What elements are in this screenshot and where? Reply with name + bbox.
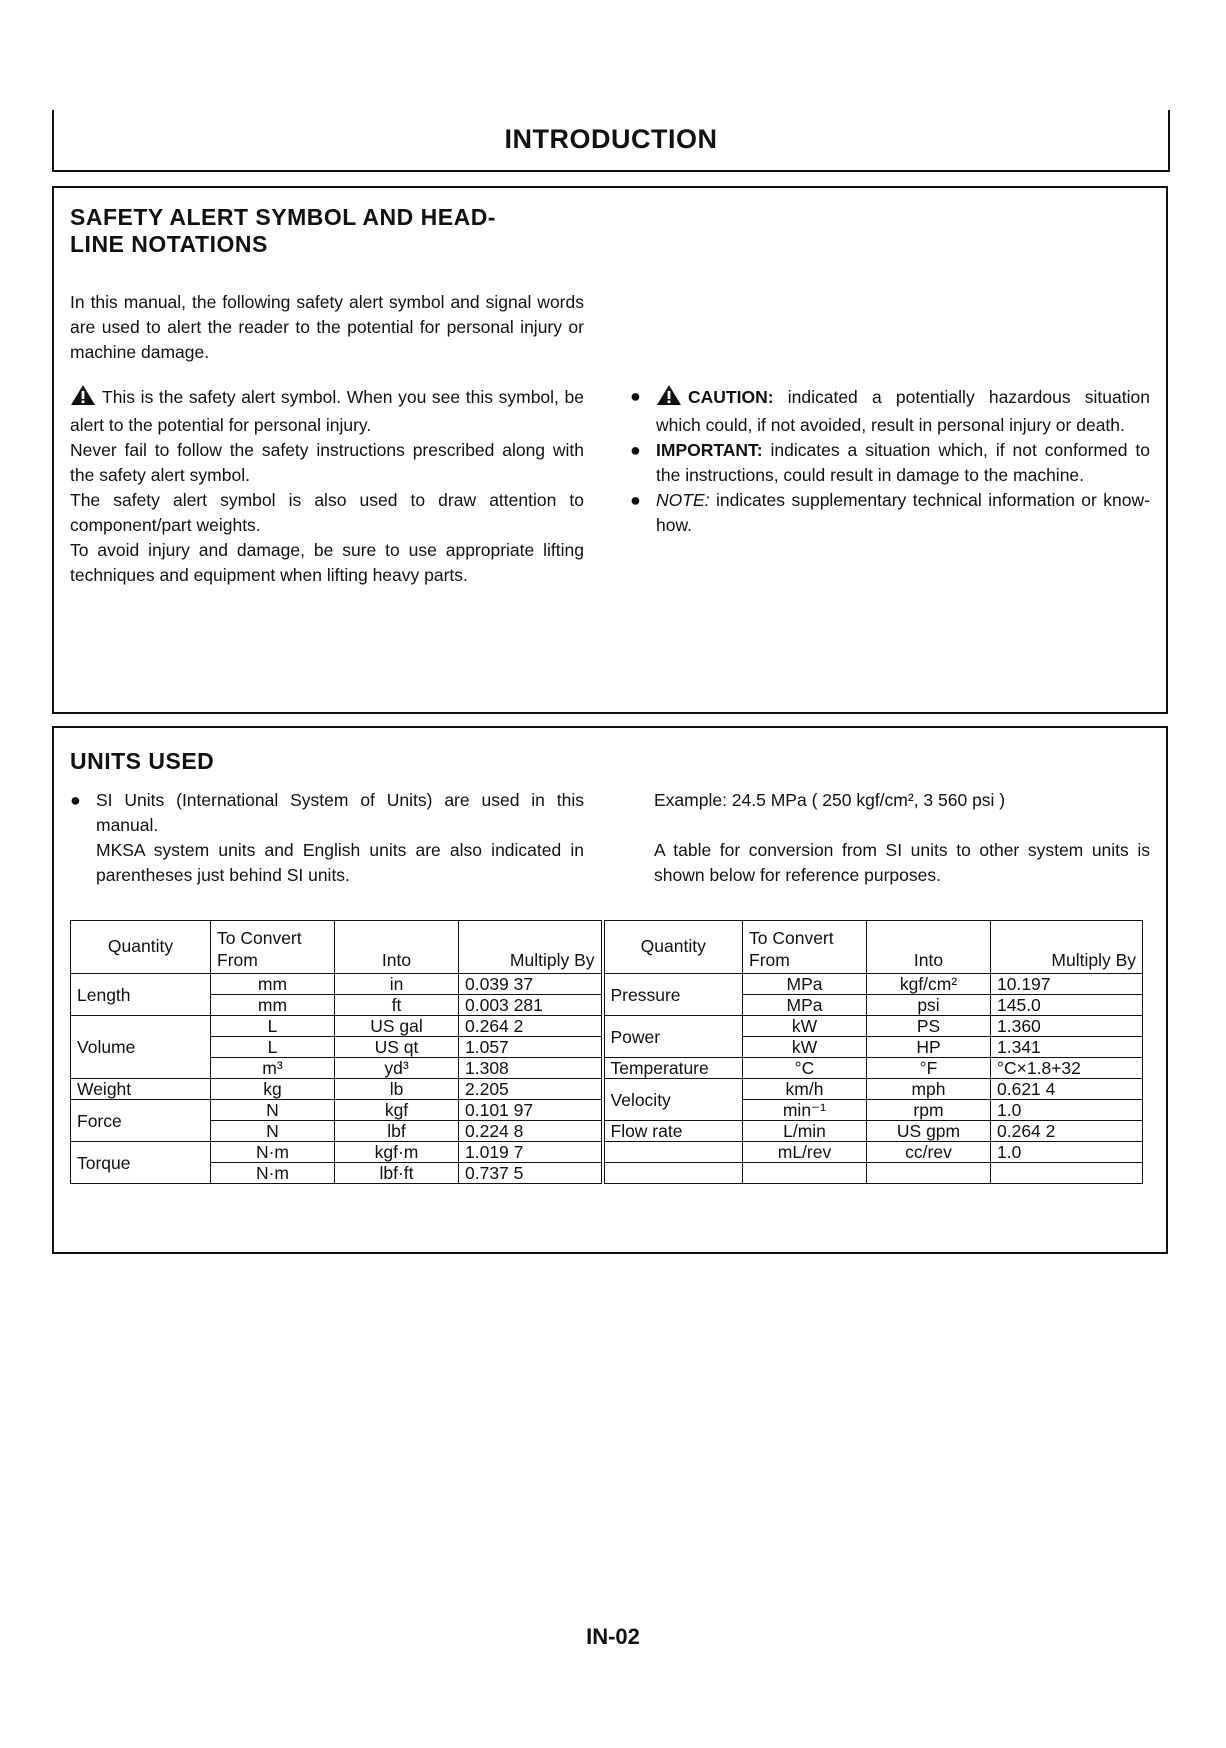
safety-section <box>52 186 1168 714</box>
cell-into: lbf <box>335 1121 459 1142</box>
quantity-flow-rate: Flow rate <box>603 1121 743 1142</box>
caution-item: ● CAUTION: indicated a potentially hazardous situation which could, if not avoided, result in personal injury or death. <box>630 386 1150 435</box>
important-text: indicates a situation which, if not conformed to the instructions, could result in damage to the machine. <box>656 440 1150 485</box>
safety-intro-text: In this manual, the following safety alert symbol and signal words are used to alert the reader to the potential for personal injury or machine damage. <box>70 292 584 362</box>
quantity-weight: Weight <box>71 1079 211 1100</box>
safety-heading-line2: LINE NOTATIONS <box>70 231 268 257</box>
cell-by: 0.737 5 <box>459 1163 603 1184</box>
conversion-table <box>70 920 1143 1184</box>
cell-from: km/h <box>743 1079 867 1100</box>
important-item: ● IMPORTANT: indicates a situation which, if not conformed to the instructions, could result in damage to the machine. <box>630 440 1150 485</box>
empty-cell <box>743 1163 867 1184</box>
safety-symbol-text: This is the safety alert symbol. When you see this symbol, be alert to the potential for personal injury. <box>70 387 584 435</box>
units-table-text: A table for conversion from SI units to other system units is shown below for reference purposes. <box>654 840 1150 885</box>
cell-by: 0.224 8 <box>459 1121 603 1142</box>
cell-by: 0.621 4 <box>991 1079 1143 1100</box>
cell-by: 0.039 37 <box>459 974 603 995</box>
cell-by: 2.205 <box>459 1079 603 1100</box>
cell-into: HP <box>867 1037 991 1058</box>
units-section <box>52 726 1168 1254</box>
header-from-left: To Convert From <box>211 921 335 974</box>
page-header <box>52 110 1170 172</box>
cell-by: 1.057 <box>459 1037 603 1058</box>
page-number: IN-02 <box>586 1624 640 1649</box>
safety-follow-text: Never fail to follow the safety instructions prescribed along with the safety alert symbol. <box>70 440 584 485</box>
cell-by: 0.264 2 <box>991 1121 1143 1142</box>
header-into-right: Into <box>867 921 991 974</box>
cell-by: 1.019 7 <box>459 1142 603 1163</box>
safety-lifting-text: To avoid injury and damage, be sure to use appropriate lifting techniques and equipment when lifting heavy parts. <box>70 540 584 585</box>
cell-from: kW <box>743 1037 867 1058</box>
units-heading: UNITS USED <box>70 748 215 774</box>
caution-warning-icon <box>656 384 682 413</box>
cell-by: 0.101 97 <box>459 1100 603 1121</box>
caution-label: CAUTION: <box>688 387 774 407</box>
cell-from: N <box>211 1100 335 1121</box>
quantity-volume: Volume <box>71 1016 211 1079</box>
safety-symbol-block <box>70 384 584 588</box>
cell-into: lb <box>335 1079 459 1100</box>
cell-from: kg <box>211 1079 335 1100</box>
cell-by: 0.003 281 <box>459 995 603 1016</box>
table-row <box>71 1058 1143 1079</box>
cell-into: US gpm <box>867 1121 991 1142</box>
quantity-torque: Torque <box>71 1142 211 1184</box>
empty-cell <box>867 1163 991 1184</box>
mksa-units-text: MKSA system units and English units are also indicated in parentheses just behind SI units. <box>96 840 584 885</box>
note-label: NOTE: <box>656 490 710 510</box>
page-title: INTRODUCTION <box>504 124 718 154</box>
cell-into: mph <box>867 1079 991 1100</box>
signal-words-list <box>630 384 1150 538</box>
cell-from: min⁻¹ <box>743 1100 867 1121</box>
cell-by: 0.264 2 <box>459 1016 603 1037</box>
empty-cell <box>603 1163 743 1184</box>
cell-by: 1.341 <box>991 1037 1143 1058</box>
header-quantity-left: Quantity <box>71 921 211 974</box>
cell-into: °F <box>867 1058 991 1079</box>
header-multiply-right: Multiply By <box>991 921 1143 974</box>
safety-heading <box>70 204 496 258</box>
cell-from: N·m <box>211 1163 335 1184</box>
cell-into: US gal <box>335 1016 459 1037</box>
cell-into: in <box>335 974 459 995</box>
si-units-item: ● SI Units (International System of Units) are used in this manual. <box>70 790 584 835</box>
cell-from: °C <box>743 1058 867 1079</box>
cell-into: kgf·m <box>335 1142 459 1163</box>
note-item: ● NOTE: indicates supplementary technical information or know-how. <box>630 490 1150 535</box>
cell-by: 10.197 <box>991 974 1143 995</box>
cell-from: L/min <box>743 1121 867 1142</box>
table-row <box>71 1016 1143 1037</box>
cell-into: yd³ <box>335 1058 459 1079</box>
table-row <box>71 974 1143 995</box>
empty-quantity-cell <box>603 1142 743 1163</box>
cell-from: N·m <box>211 1142 335 1163</box>
cell-into: kgf/cm² <box>867 974 991 995</box>
cell-into: cc/rev <box>867 1142 991 1163</box>
cell-from: N <box>211 1121 335 1142</box>
cell-by: 145.0 <box>991 995 1143 1016</box>
cell-from: mL/rev <box>743 1142 867 1163</box>
quantity-force: Force <box>71 1100 211 1142</box>
cell-by: 1.0 <box>991 1100 1143 1121</box>
si-units-text: SI Units (International System of Units) are used in this manual. <box>96 790 584 835</box>
quantity-power: Power <box>603 1016 743 1058</box>
table-row <box>71 1121 1143 1142</box>
cell-from: L <box>211 1037 335 1058</box>
quantity-temperature: Temperature <box>603 1058 743 1079</box>
cell-into: kgf <box>335 1100 459 1121</box>
quantity-length: Length <box>71 974 211 1016</box>
caution-text: indicated a potentially hazardous situation which could, if not avoided, result in personal injury or death. <box>656 387 1150 435</box>
header-multiply-left: Multiply By <box>459 921 603 974</box>
table-row <box>71 1079 1143 1100</box>
note-text: indicates supplementary technical information or know-how. <box>656 490 1150 535</box>
cell-from: MPa <box>743 974 867 995</box>
cell-into: lbf·ft <box>335 1163 459 1184</box>
safety-heading-line1: SAFETY ALERT SYMBOL AND HEAD- <box>70 204 496 230</box>
header-into-left: Into <box>335 921 459 974</box>
safety-weights-text: The safety alert symbol is also used to draw attention to component/part weights. <box>70 490 584 535</box>
units-example <box>654 788 1150 888</box>
cell-into: US qt <box>335 1037 459 1058</box>
empty-cell <box>991 1163 1143 1184</box>
quantity-pressure: Pressure <box>603 974 743 1016</box>
cell-from: kW <box>743 1016 867 1037</box>
table-header-row <box>71 921 1143 974</box>
cell-from: MPa <box>743 995 867 1016</box>
warning-triangle-icon <box>70 384 96 413</box>
units-intro <box>70 788 584 888</box>
quantity-velocity: Velocity <box>603 1079 743 1121</box>
cell-by: 1.308 <box>459 1058 603 1079</box>
cell-by: 1.360 <box>991 1016 1143 1037</box>
safety-intro <box>70 290 584 365</box>
header-from-right: To Convert From <box>743 921 867 974</box>
cell-into: psi <box>867 995 991 1016</box>
cell-from: mm <box>211 974 335 995</box>
header-quantity-right: Quantity <box>603 921 743 974</box>
cell-by: °C×1.8+32 <box>991 1058 1143 1079</box>
important-label: IMPORTANT: <box>656 440 763 460</box>
units-example-text: Example: 24.5 MPa ( 250 kgf/cm², 3 560 psi ) <box>654 790 1006 810</box>
cell-into: rpm <box>867 1100 991 1121</box>
table-row <box>71 1163 1143 1184</box>
cell-from: L <box>211 1016 335 1037</box>
table-row <box>71 1142 1143 1163</box>
cell-from: mm <box>211 995 335 1016</box>
cell-from: m³ <box>211 1058 335 1079</box>
cell-by: 1.0 <box>991 1142 1143 1163</box>
cell-into: PS <box>867 1016 991 1037</box>
cell-into: ft <box>335 995 459 1016</box>
